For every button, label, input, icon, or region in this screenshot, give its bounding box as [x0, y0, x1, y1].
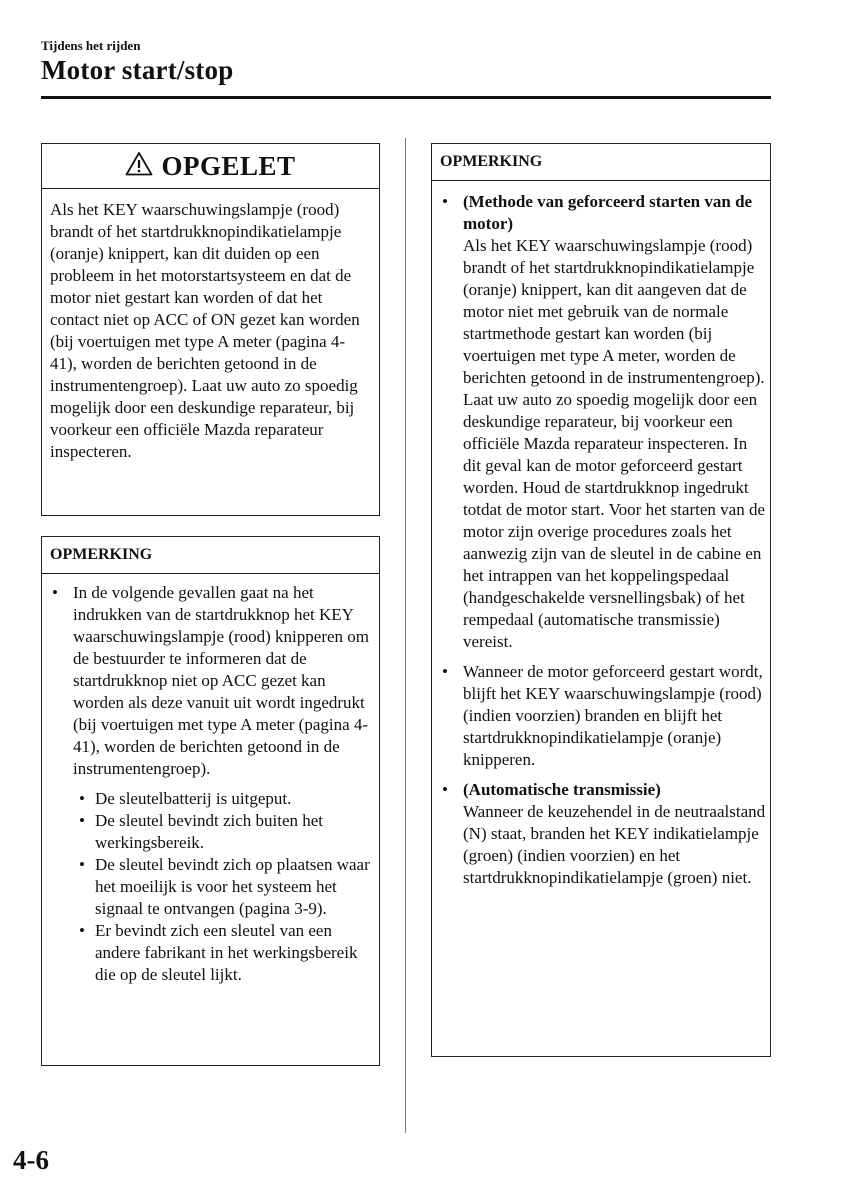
column-divider — [405, 138, 406, 1133]
bullet-icon: • — [52, 583, 58, 602]
sub-list — [52, 788, 373, 986]
bullet-text: In de volgende gevallen gaat na het indrukken van de startdrukknop het KEY waarschuwingslampje (rood) knipperen om de bestuurder te informeren dat de startdrukknop niet op ACC gezet kan worden als deze vanuit uit wordt ingedrukt (bij voertuigen met type A meter (pagina 4-41), worden de berichten getoond in de instrumentengroep). — [73, 583, 369, 778]
sub-bullet-icon: • — [79, 855, 85, 874]
list-item — [442, 191, 766, 653]
list-item — [52, 582, 373, 780]
sub-bullet-icon: • — [79, 789, 85, 808]
caution-title: OPGELET — [161, 150, 296, 181]
note-box-right — [431, 143, 771, 1057]
bullet-icon: • — [442, 662, 448, 681]
sub-list-item — [73, 920, 373, 986]
note-box-left — [41, 536, 380, 1066]
sub-list-item — [73, 788, 373, 810]
sub-item-text: De sleutel bevindt zich op plaatsen waar het moeilijk is voor het systeem het signaal te ontvangen (pagina 3-9). — [95, 855, 370, 918]
sub-item-text: Er bevindt zich een sleutel van een andere fabrikant in het werkingsbereik die op de sleutel lijkt. — [95, 921, 358, 984]
caution-box — [41, 143, 380, 516]
page-title: Motor start/stop — [41, 55, 234, 85]
item-title: (Automatische transmissie) — [463, 780, 661, 799]
caution-header — [42, 144, 379, 189]
warning-triangle-icon — [125, 151, 153, 181]
sub-bullet-icon: • — [79, 811, 85, 830]
sub-list-item — [73, 810, 373, 854]
sub-list-item — [73, 854, 373, 920]
item-title: (Methode van geforceerd starten van de motor) — [463, 192, 753, 233]
item-text: Wanneer de motor geforceerd gestart wordt, blijft het KEY waarschuwingslampje (rood) (indien voorzien) branden en blijft het startdrukknopindikatielampje (oranje) knipperen. — [463, 662, 763, 769]
caution-text: Als het KEY waarschuwingslampje (rood) brandt of het startdrukknopindikatielampje (oranje) knippert, kan dit duiden op een probleem in het motorstartsysteem en dat de motor niet gestart kan worden of dat het contact niet op ACC of ON gezet kan worden (bij voertuigen met type A meter (pagina 4-41), worden de berichten getoond in de instrumentengroep). Laat uw auto zo spoedig mogelijk door een deskundige reparateur, bij voorkeur een officiële Mazda reparateur inspecteren. — [50, 200, 360, 461]
page-number: 4-6 — [13, 1145, 49, 1175]
bullet-icon: • — [442, 780, 448, 799]
note-heading: OPMERKING — [42, 537, 379, 574]
note-heading: OPMERKING — [432, 144, 770, 181]
item-text: Wanneer de keuzehendel in de neutraalstand (N) staat, branden het KEY indikatielampje (groen) (indien voorzien) en het startdrukknopindikatielampje (groen) niet. — [463, 802, 766, 887]
bullet-icon: • — [442, 192, 448, 211]
sub-bullet-icon: • — [79, 921, 85, 940]
title-rule — [41, 96, 771, 99]
sub-item-text: De sleutelbatterij is uitgeput. — [95, 789, 292, 808]
list-item — [442, 661, 766, 771]
section-label: Tijdens het rijden — [41, 38, 141, 53]
list-item — [442, 779, 766, 889]
sub-item-text: De sleutel bevindt zich buiten het werkingsbereik. — [95, 811, 324, 852]
item-text: Als het KEY waarschuwingslampje (rood) brandt of het startdrukknopindikatielampje (oranje) knippert, kan dit aangeven dat de motor niet met gebruik van de normale startmethode gestart kan worden (bij voertuigen met type A meter, worden de berichten getoond in de instrumentengroep). Laat uw auto zo spoedig mogelijk door een deskundige reparateur, bij voorkeur een officiële Mazda reparateur inspecteren. In dit geval kan de motor geforceerd gestart worden. Houd de startdrukknop ingedrukt totdat de motor start. Voor het starten van de motor zijn overige procedures zoals het aanwezig zijn van de sleutel in de cabine en het intrappen van het koppelingspedaal (handgeschakelde versnellingsbak) of het rempedaal (automatische transmissie) vereist. — [463, 236, 765, 651]
